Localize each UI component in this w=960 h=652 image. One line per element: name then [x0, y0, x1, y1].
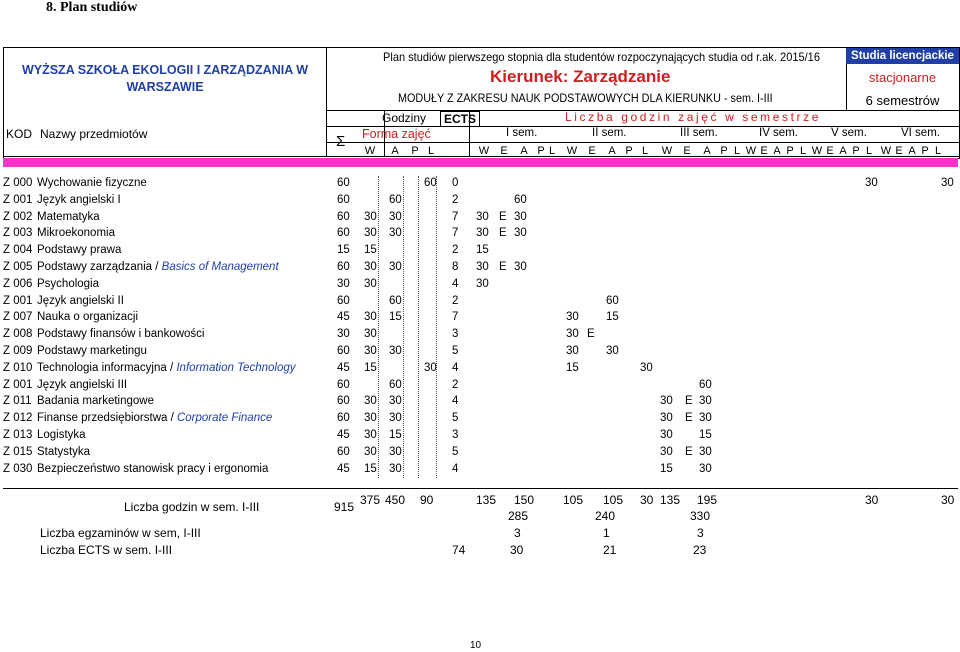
study-mode: stacjonarne	[868, 70, 937, 85]
hours-per-semester-header: Liczba godzin zajęć w semestrze	[565, 110, 822, 124]
cell-a: 30	[389, 210, 402, 223]
cell-s3w: 30	[660, 412, 673, 425]
cell-kod: Z 012	[3, 412, 33, 425]
summary-exams-2: 1	[603, 526, 610, 540]
cell-ects: 2	[452, 244, 459, 257]
table-row	[3, 361, 958, 377]
cell-w: 30	[364, 395, 377, 408]
semester-letter: E	[895, 145, 903, 157]
forma-letter: W	[364, 145, 376, 157]
cell-s1w: 30	[476, 210, 489, 223]
semester-letter: E	[588, 145, 596, 157]
summary-s3w: 135	[660, 493, 681, 507]
cell-a: 30	[389, 412, 402, 425]
cell-name: Język angielski I	[37, 193, 121, 206]
semester-count: 6 semestrów	[865, 93, 940, 108]
summary-forma-a: 450	[385, 493, 406, 507]
cell-name: Język angielski III	[37, 378, 128, 391]
table-row	[3, 294, 958, 310]
cell-name: Podstawy prawa	[37, 244, 122, 257]
sem-1-header: I sem.	[506, 127, 538, 139]
cell-s3w: 15	[660, 462, 673, 475]
table-row	[3, 210, 958, 226]
semester-letter: P	[537, 145, 545, 157]
cell-name-en: Corporate Finance	[176, 412, 273, 425]
cell-a: 60	[389, 193, 402, 206]
summary-ects-1: 30	[510, 543, 524, 557]
cell-kod: Z 006	[3, 277, 33, 290]
table-row	[3, 378, 958, 394]
cell-ects: 7	[452, 227, 459, 240]
cell-s3e: E	[685, 395, 693, 408]
cell-w: 15	[364, 361, 377, 374]
sem-5-header: V sem.	[831, 127, 867, 139]
cell-kod: Z 011	[3, 395, 32, 408]
cell-w: 30	[364, 429, 377, 441]
cell-sum: 60	[337, 445, 350, 458]
cell-s2w: 30	[566, 328, 579, 341]
cell-kod: Z 001	[3, 193, 33, 206]
pink-separator	[3, 158, 958, 167]
cell-ects: 4	[452, 277, 459, 290]
semester-letter: P	[786, 145, 794, 157]
cell-ects: 3	[452, 429, 459, 441]
cell-w: 30	[364, 412, 377, 425]
cell-sum: 45	[337, 361, 350, 374]
semester-letter: P	[921, 145, 929, 157]
summary-sem3-total: 330	[690, 509, 711, 523]
cell-ects: 7	[452, 311, 459, 324]
cell-ects: 4	[452, 361, 459, 374]
semester-letter: L	[799, 145, 807, 157]
cell-sum: 45	[337, 462, 350, 475]
table-row	[3, 462, 958, 478]
cell-w: 30	[364, 445, 377, 458]
semester-letter: P	[852, 145, 860, 157]
summary-exams-label: Liczba egzaminów w sem, I-III	[40, 526, 201, 540]
cell-ects: 2	[452, 294, 459, 307]
cell-s2w: 15	[566, 361, 579, 374]
table-row	[3, 327, 958, 343]
table-row	[3, 277, 958, 293]
cell-sum: 60	[337, 193, 350, 206]
semester-letter: L	[641, 145, 649, 157]
plan-title: Plan studiów pierwszego stopnia dla studentów rozpoczynających studia od r.ak. 2015/16	[383, 50, 820, 64]
cell-ects: 3	[452, 328, 459, 341]
semester-letter: A	[703, 145, 711, 157]
cell-kod: Z 005	[3, 261, 33, 273]
university-name: WYŻSZA SZKOŁA EKOLOGII I ZARZĄDZANIA W WARSZAWIE	[21, 63, 309, 94]
cell-name-pl: Podstawy zarządzania /	[37, 261, 162, 273]
cell-kod: Z 004	[3, 244, 33, 257]
cell-s3e: E	[685, 445, 693, 458]
cell-s6: 30	[941, 177, 954, 189]
page-number: 10	[470, 640, 482, 651]
semester-letter: E	[500, 145, 508, 157]
semester-letter: A	[839, 145, 847, 157]
forma-letter: P	[411, 145, 419, 157]
cell-sum: 30	[337, 328, 350, 341]
cell-w: 30	[364, 328, 377, 341]
cell-sum: 60	[337, 412, 350, 425]
cell-s1a: 30	[514, 210, 527, 223]
cell-name	[37, 261, 279, 273]
cell-name-en: Information Technology	[176, 361, 296, 374]
cell-s3a: 15	[699, 429, 712, 441]
summary-s3a: 195	[697, 493, 718, 507]
summary-sem1-total: 285	[508, 509, 529, 523]
cell-sum: 60	[337, 378, 350, 391]
cell-s2l: 30	[640, 361, 653, 374]
cell-p: 60	[424, 177, 437, 189]
cell-kod: Z 030	[3, 462, 33, 475]
table-row	[3, 260, 958, 276]
semester-letter: W	[478, 145, 490, 157]
cell-ects: 2	[452, 193, 459, 206]
cell-sum: 60	[337, 210, 350, 223]
table-row	[3, 411, 958, 427]
cell-ects: 5	[452, 445, 459, 458]
cell-w: 30	[364, 227, 377, 240]
summary-ects-2: 21	[603, 543, 617, 557]
semester-letter: A	[908, 145, 916, 157]
cell-s3w: 30	[660, 445, 673, 458]
cell-s3a: 30	[699, 395, 712, 408]
semester-letter: E	[826, 145, 834, 157]
summary-forma-p: 90	[420, 493, 434, 507]
cell-a: 15	[389, 311, 402, 324]
forma-letter: A	[391, 145, 399, 157]
cell-name-pl: Finanse przedsiębiorstwa /	[37, 412, 177, 425]
cell-name	[37, 362, 295, 374]
summary-hours-label: Liczba godzin w sem. I-III	[124, 500, 260, 514]
cell-s1e: E	[499, 227, 507, 240]
cell-kod: Z 001	[3, 378, 33, 391]
cell-sum: 60	[337, 395, 350, 408]
semester-letter: W	[566, 145, 578, 157]
table-row	[3, 193, 958, 209]
cell-w: 30	[364, 345, 377, 357]
sem-2-header: II sem.	[592, 127, 627, 139]
summary-exams-3: 3	[697, 526, 704, 540]
cell-s2a: 15	[606, 311, 619, 324]
modules-title: MODUŁY Z ZAKRESU NAUK PODSTAWOWYCH DLA KIERUNKU - sem. I-III	[398, 93, 773, 105]
section-heading: 8. Plan studiów	[46, 0, 138, 15]
semester-letter: E	[683, 145, 691, 157]
table-row	[3, 226, 958, 242]
summary-ects-3: 23	[693, 543, 707, 557]
summary-s2w: 105	[563, 493, 584, 507]
cell-kod: Z 010	[3, 361, 33, 374]
cell-name: Podstawy finansów i bankowości	[37, 328, 205, 341]
cell-sum: 60	[337, 294, 350, 307]
cell-sum: 45	[337, 311, 350, 324]
cell-ects: 7	[452, 210, 459, 223]
sem-4-header: IV sem.	[759, 127, 798, 139]
cell-ects: 0	[452, 177, 459, 189]
kierunek-title: Kierunek: Zarządzanie	[490, 67, 671, 86]
cell-kod: Z 002	[3, 210, 33, 223]
cell-s2w: 30	[566, 311, 579, 324]
table-row	[3, 310, 958, 326]
cell-s1e: E	[499, 261, 507, 273]
cell-s2a: 30	[606, 345, 619, 357]
cell-s3a: 30	[699, 445, 712, 458]
cell-sum: 60	[337, 345, 350, 357]
cell-sum: 45	[337, 429, 350, 441]
cell-kod: Z 003	[3, 227, 33, 240]
table-row	[3, 176, 958, 192]
cell-s3w: 30	[660, 429, 673, 441]
cell-ects: 8	[452, 261, 459, 273]
summary-ects-label: Liczba ECTS w sem. I-III	[40, 543, 173, 557]
semester-letter: L	[548, 145, 556, 157]
summary-s5: 30	[865, 493, 879, 507]
cell-name: Matematyka	[37, 210, 100, 223]
cell-s2a: 60	[606, 294, 619, 307]
cell-s3a: 60	[699, 378, 712, 391]
cell-sum: 30	[337, 277, 350, 290]
summary-s1w: 135	[476, 493, 497, 507]
summary-s2l: 30	[640, 493, 654, 507]
cell-kod: Z 001	[3, 294, 33, 307]
cell-ects: 2	[452, 378, 459, 391]
cell-a: 60	[389, 294, 402, 307]
summary-s1a: 150	[514, 493, 535, 507]
cell-kod: Z 013	[3, 429, 33, 441]
semester-letter: E	[760, 145, 768, 157]
cell-a: 30	[389, 345, 402, 357]
ects-header: ECTS	[440, 111, 480, 127]
cell-s3e: E	[685, 412, 693, 425]
cell-name: Mikroekonomia	[37, 227, 115, 240]
cell-s1w: 30	[476, 227, 489, 240]
cell-name-en: Basics of Management	[161, 261, 279, 273]
cell-sum: 60	[337, 261, 350, 273]
cell-s1w: 15	[476, 244, 489, 257]
cell-sum: 15	[337, 244, 350, 257]
cell-s5: 30	[865, 177, 878, 189]
cell-sum: 60	[337, 227, 350, 240]
cell-name: Wychowanie fizyczne	[37, 177, 147, 189]
cell-a: 30	[389, 261, 402, 273]
cell-w: 30	[364, 277, 377, 290]
semester-letter: L	[733, 145, 741, 157]
cell-name: Bezpieczeństwo stanowisk pracy i ergonomia	[37, 462, 269, 475]
semester-letter: W	[811, 145, 823, 157]
cell-kod: Z 015	[3, 445, 33, 458]
table-row	[3, 445, 958, 461]
sem-6-header: VI sem.	[901, 127, 940, 139]
hours-header: Godziny	[382, 111, 427, 125]
cell-s3a: 30	[699, 462, 712, 475]
semester-letter: P	[625, 145, 633, 157]
cell-a: 15	[389, 429, 402, 441]
summary-total: 915	[334, 500, 355, 514]
table-row	[3, 243, 958, 259]
cell-a: 30	[389, 395, 402, 408]
cell-a: 30	[389, 445, 402, 458]
cell-kod: Z 000	[3, 177, 33, 189]
summary-s6: 30	[941, 493, 955, 507]
cell-l: 30	[424, 361, 437, 374]
kod-header: KOD	[6, 127, 33, 141]
cell-s1w: 30	[476, 277, 489, 290]
semester-letter: W	[661, 145, 673, 157]
cell-ects: 5	[452, 345, 459, 357]
study-level-badge: Studia licencjackie	[846, 48, 959, 64]
cell-ects: 4	[452, 395, 459, 408]
cell-name	[37, 412, 272, 424]
table-row	[3, 394, 958, 410]
cell-name: Język angielski II	[37, 294, 124, 307]
cell-name: Statystyka	[37, 445, 91, 458]
summary-ects-total: 74	[452, 543, 466, 557]
summary-exams-1: 3	[514, 526, 521, 540]
cell-w: 30	[364, 210, 377, 223]
cell-name-pl: Technologia informacyjna /	[37, 361, 177, 374]
cell-a: 30	[389, 227, 402, 240]
summary-forma-w: 375	[360, 493, 381, 507]
cell-kod: Z 007	[3, 311, 33, 324]
cell-w: 30	[364, 311, 377, 324]
cell-ects: 5	[452, 412, 459, 425]
cell-w: 15	[364, 244, 377, 257]
cell-w: 15	[364, 462, 377, 475]
cell-s2e: E	[587, 328, 595, 341]
cell-s1a: 60	[514, 193, 527, 206]
cell-name: Logistyka	[37, 429, 86, 441]
sigma-header: Σ	[336, 133, 346, 150]
table-row	[3, 344, 958, 360]
semester-letter: L	[934, 145, 942, 157]
cell-w: 30	[364, 261, 377, 273]
cell-s1e: E	[499, 210, 507, 223]
cell-name: Psychologia	[37, 277, 100, 290]
sem-3-header: III sem.	[680, 127, 718, 139]
cell-kod: Z 009	[3, 345, 33, 357]
semester-letter: A	[608, 145, 616, 157]
cell-s3a: 30	[699, 412, 712, 425]
semester-letter: A	[520, 145, 528, 157]
cell-ects: 4	[452, 462, 459, 475]
forma-letter: L	[427, 145, 435, 157]
cell-s1w: 30	[476, 261, 489, 273]
names-header: Nazwy przedmiotów	[40, 127, 148, 141]
summary-sem2-total: 240	[595, 509, 616, 523]
semester-letter: W	[745, 145, 757, 157]
cell-s1a: 30	[514, 227, 527, 240]
forma-header: Forma zajęć	[362, 127, 431, 141]
table-row	[3, 428, 958, 444]
cell-kod: Z 008	[3, 328, 33, 341]
cell-s2w: 30	[566, 345, 579, 357]
semester-letter: P	[720, 145, 728, 157]
cell-s3w: 30	[660, 395, 673, 408]
cell-a: 30	[389, 462, 402, 475]
cell-name: Nauka o organizacji	[37, 311, 139, 324]
cell-sum: 60	[337, 177, 350, 189]
cell-s1a: 30	[514, 261, 527, 273]
cell-name: Podstawy marketingu	[37, 345, 147, 357]
semester-letter: A	[773, 145, 781, 157]
semester-letter: L	[865, 145, 873, 157]
semester-letter: W	[880, 145, 892, 157]
summary-s2a: 105	[603, 493, 624, 507]
cell-name: Badania marketingowe	[37, 395, 154, 408]
cell-a: 60	[389, 378, 402, 391]
